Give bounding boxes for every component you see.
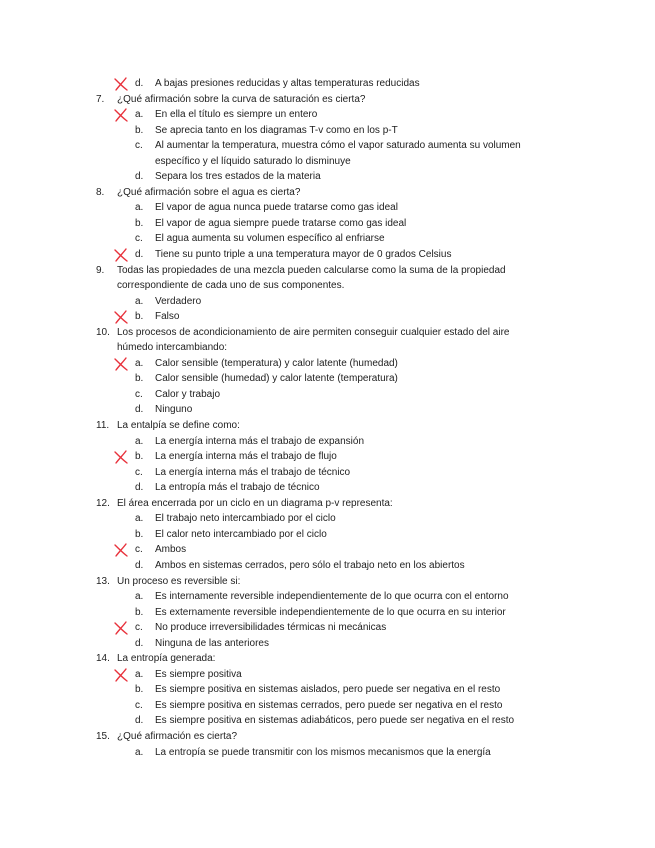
- option-letter: d.: [135, 171, 144, 183]
- question-number: 10.: [96, 326, 110, 338]
- option-letter: b.: [135, 311, 144, 323]
- answer-option: [0, 558, 655, 574]
- option-letter: b.: [135, 606, 144, 618]
- answer-option-marked: [0, 542, 655, 558]
- answer-option: [0, 698, 655, 714]
- option-letter: c.: [135, 622, 143, 634]
- cross-mark-icon: [113, 543, 129, 558]
- option-letter: d.: [135, 482, 144, 494]
- option-text: No produce irreversibilidades térmicas ni mecánicas: [155, 622, 387, 634]
- option-letter: a.: [135, 435, 144, 447]
- question-text: correspondiente de cada uno de sus componentes.: [117, 280, 345, 292]
- question-number: 14.: [96, 653, 110, 665]
- answer-option: [0, 402, 655, 418]
- answer-option-marked: [0, 620, 655, 636]
- option-text: Ambos en sistemas cerrados, pero sólo el trabajo neto en los abiertos: [155, 559, 465, 571]
- answer-option: [0, 713, 655, 729]
- option-letter: a.: [135, 109, 144, 121]
- option-letter: d.: [135, 404, 144, 416]
- option-text: En ella el título es siempre un entero: [155, 109, 318, 121]
- cross-mark-icon: [113, 248, 129, 263]
- answer-option: [0, 387, 655, 403]
- option-letter: a.: [135, 746, 144, 758]
- option-text: Calor y trabajo: [155, 388, 221, 400]
- answer-option-marked: [0, 449, 655, 465]
- cross-mark-icon: [113, 310, 129, 325]
- option-letter: b.: [135, 451, 144, 463]
- question-line: [0, 496, 655, 512]
- question-text: ¿Qué afirmación sobre la curva de saturación es cierta?: [117, 93, 366, 105]
- question-text: Todas las propiedades de una mezcla pueden calcularse como la suma de la propiedad: [117, 264, 506, 276]
- question-number: 8.: [96, 186, 105, 198]
- answer-option: [0, 434, 655, 450]
- option-text: El agua aumenta su volumen específico al enfriarse: [155, 233, 385, 245]
- option-letter: a.: [135, 513, 144, 525]
- answer-option-marked: [0, 356, 655, 372]
- option-text: Tiene su punto triple a una temperatura mayor de 0 grados Celsius: [155, 249, 452, 261]
- option-letter: a.: [135, 357, 144, 369]
- answer-option: [0, 200, 655, 216]
- answer-option: [0, 169, 655, 185]
- cross-mark-icon: [113, 621, 129, 636]
- cross-mark-icon: [113, 450, 129, 465]
- option-text: Calor sensible (humedad) y calor latente (temperatura): [155, 373, 398, 385]
- cross-mark-icon: [113, 668, 129, 683]
- answer-option: [0, 745, 655, 761]
- option-letter: b.: [135, 373, 144, 385]
- answer-option: [0, 511, 655, 527]
- cross-mark-icon: [113, 108, 129, 123]
- answer-option: [0, 465, 655, 481]
- option-letter: b.: [135, 684, 144, 696]
- option-text: El vapor de agua nunca puede tratarse como gas ideal: [155, 202, 398, 214]
- question-number: 12.: [96, 497, 110, 509]
- question-line: [0, 263, 655, 279]
- question-line-continued: [0, 278, 655, 294]
- question-number: 7.: [96, 93, 105, 105]
- option-letter: b.: [135, 124, 144, 136]
- question-text: húmedo intercambiando:: [117, 342, 228, 354]
- question-line-continued: [0, 340, 655, 356]
- option-letter: d.: [135, 559, 144, 571]
- question-line: [0, 92, 655, 108]
- option-text: Es internamente reversible independientemente de lo que ocurra con el entorno: [155, 591, 509, 603]
- question-number: 13.: [96, 575, 110, 587]
- answer-option: [0, 294, 655, 310]
- option-text: Ambos: [155, 544, 187, 556]
- option-text: Es siempre positiva: [155, 668, 242, 680]
- option-letter: c.: [135, 233, 143, 245]
- option-text: La energía interna más el trabajo de técnico: [155, 466, 351, 478]
- question-line: [0, 729, 655, 745]
- question-number: 11.: [96, 420, 110, 432]
- option-text: La energía interna más el trabajo de expansión: [155, 435, 365, 447]
- answer-option-marked: [0, 76, 655, 92]
- answer-option: [0, 682, 655, 698]
- option-letter: c.: [135, 388, 143, 400]
- option-text: La entropía se puede transmitir con los mismos mecanismos que la energía: [155, 746, 491, 758]
- option-letter: b.: [135, 528, 144, 540]
- option-text: Ninguna de las anteriores: [155, 637, 269, 649]
- option-letter: d.: [135, 78, 144, 89]
- option-text: Verdadero: [155, 295, 202, 307]
- option-text: El vapor de agua siempre puede tratarse como gas ideal: [155, 217, 407, 229]
- option-text: Es siempre positiva en sistemas cerrados, pero puede ser negativa en el resto: [155, 699, 503, 711]
- answer-option: [0, 589, 655, 605]
- question-text: La entalpía se define como:: [117, 420, 240, 432]
- option-text: Al aumentar la temperatura, muestra cómo el vapor saturado aumenta su volumen: [155, 140, 521, 152]
- question-text: Los procesos de acondicionamiento de aire permiten conseguir cualquier estado del aire: [117, 326, 510, 338]
- option-letter: d.: [135, 715, 144, 727]
- option-letter: a.: [135, 591, 144, 603]
- option-text: Es siempre positiva en sistemas aislados, pero puede ser negativa en el resto: [155, 684, 501, 696]
- option-text: El trabajo neto intercambiado por el ciclo: [155, 513, 336, 525]
- answer-option: [0, 480, 655, 496]
- question-line: [0, 325, 655, 341]
- answer-option: [0, 216, 655, 232]
- question-text: La entropía generada:: [117, 653, 216, 665]
- question-line: [0, 418, 655, 434]
- answer-option: [0, 123, 655, 139]
- quiz-page: [0, 76, 655, 760]
- question-line: [0, 185, 655, 201]
- answer-option: [0, 605, 655, 621]
- option-letter: a.: [135, 202, 144, 214]
- option-text: Calor sensible (temperatura) y calor latente (humedad): [155, 357, 398, 369]
- answer-option: [0, 138, 655, 154]
- question-text: ¿Qué afirmación sobre el agua es cierta?: [117, 186, 301, 198]
- option-letter: d.: [135, 249, 144, 261]
- option-text: Se aprecia tanto en los diagramas T-v como en los p-T: [155, 124, 398, 136]
- option-text: A bajas presiones reducidas y altas temperaturas reducidas: [155, 78, 420, 89]
- option-text: La energía interna más el trabajo de flujo: [155, 451, 337, 463]
- option-letter: a.: [135, 668, 144, 680]
- option-text: El calor neto intercambiado por el ciclo: [155, 528, 327, 540]
- cross-mark-icon: [113, 357, 129, 372]
- option-text: Es siempre positiva en sistemas adiabáticos, pero puede ser negativa en el resto: [155, 715, 515, 727]
- option-line-continued: [0, 154, 655, 170]
- option-text: Separa los tres estados de la materia: [155, 171, 321, 183]
- answer-option-marked: [0, 667, 655, 683]
- option-letter: c.: [135, 140, 143, 152]
- answer-option: [0, 371, 655, 387]
- option-text: Falso: [155, 311, 180, 323]
- answer-option-marked: [0, 309, 655, 325]
- answer-option-marked: [0, 247, 655, 263]
- option-text: La entropía más el trabajo de técnico: [155, 482, 320, 494]
- cross-mark-icon: [113, 77, 129, 92]
- question-line: [0, 574, 655, 590]
- option-text: Es externamente reversible independientemente de lo que ocurra en su interior: [155, 606, 506, 618]
- option-text: específico y el líquido saturado lo disminuye: [155, 155, 351, 167]
- option-letter: c.: [135, 544, 143, 556]
- option-letter: c.: [135, 699, 143, 711]
- answer-option: [0, 636, 655, 652]
- answer-option: [0, 231, 655, 247]
- answer-option-marked: [0, 107, 655, 123]
- option-text: Ninguno: [155, 404, 193, 416]
- question-text: Un proceso es reversible si:: [117, 575, 241, 587]
- question-text: El área encerrada por un ciclo en un diagrama p-v representa:: [117, 497, 393, 509]
- option-letter: c.: [135, 466, 143, 478]
- option-letter: b.: [135, 217, 144, 229]
- question-number: 9.: [96, 264, 105, 276]
- answer-option: [0, 527, 655, 543]
- question-text: ¿Qué afirmación es cierta?: [117, 730, 238, 742]
- question-line: [0, 651, 655, 667]
- question-number: 15.: [96, 730, 110, 742]
- option-letter: d.: [135, 637, 144, 649]
- option-letter: a.: [135, 295, 144, 307]
